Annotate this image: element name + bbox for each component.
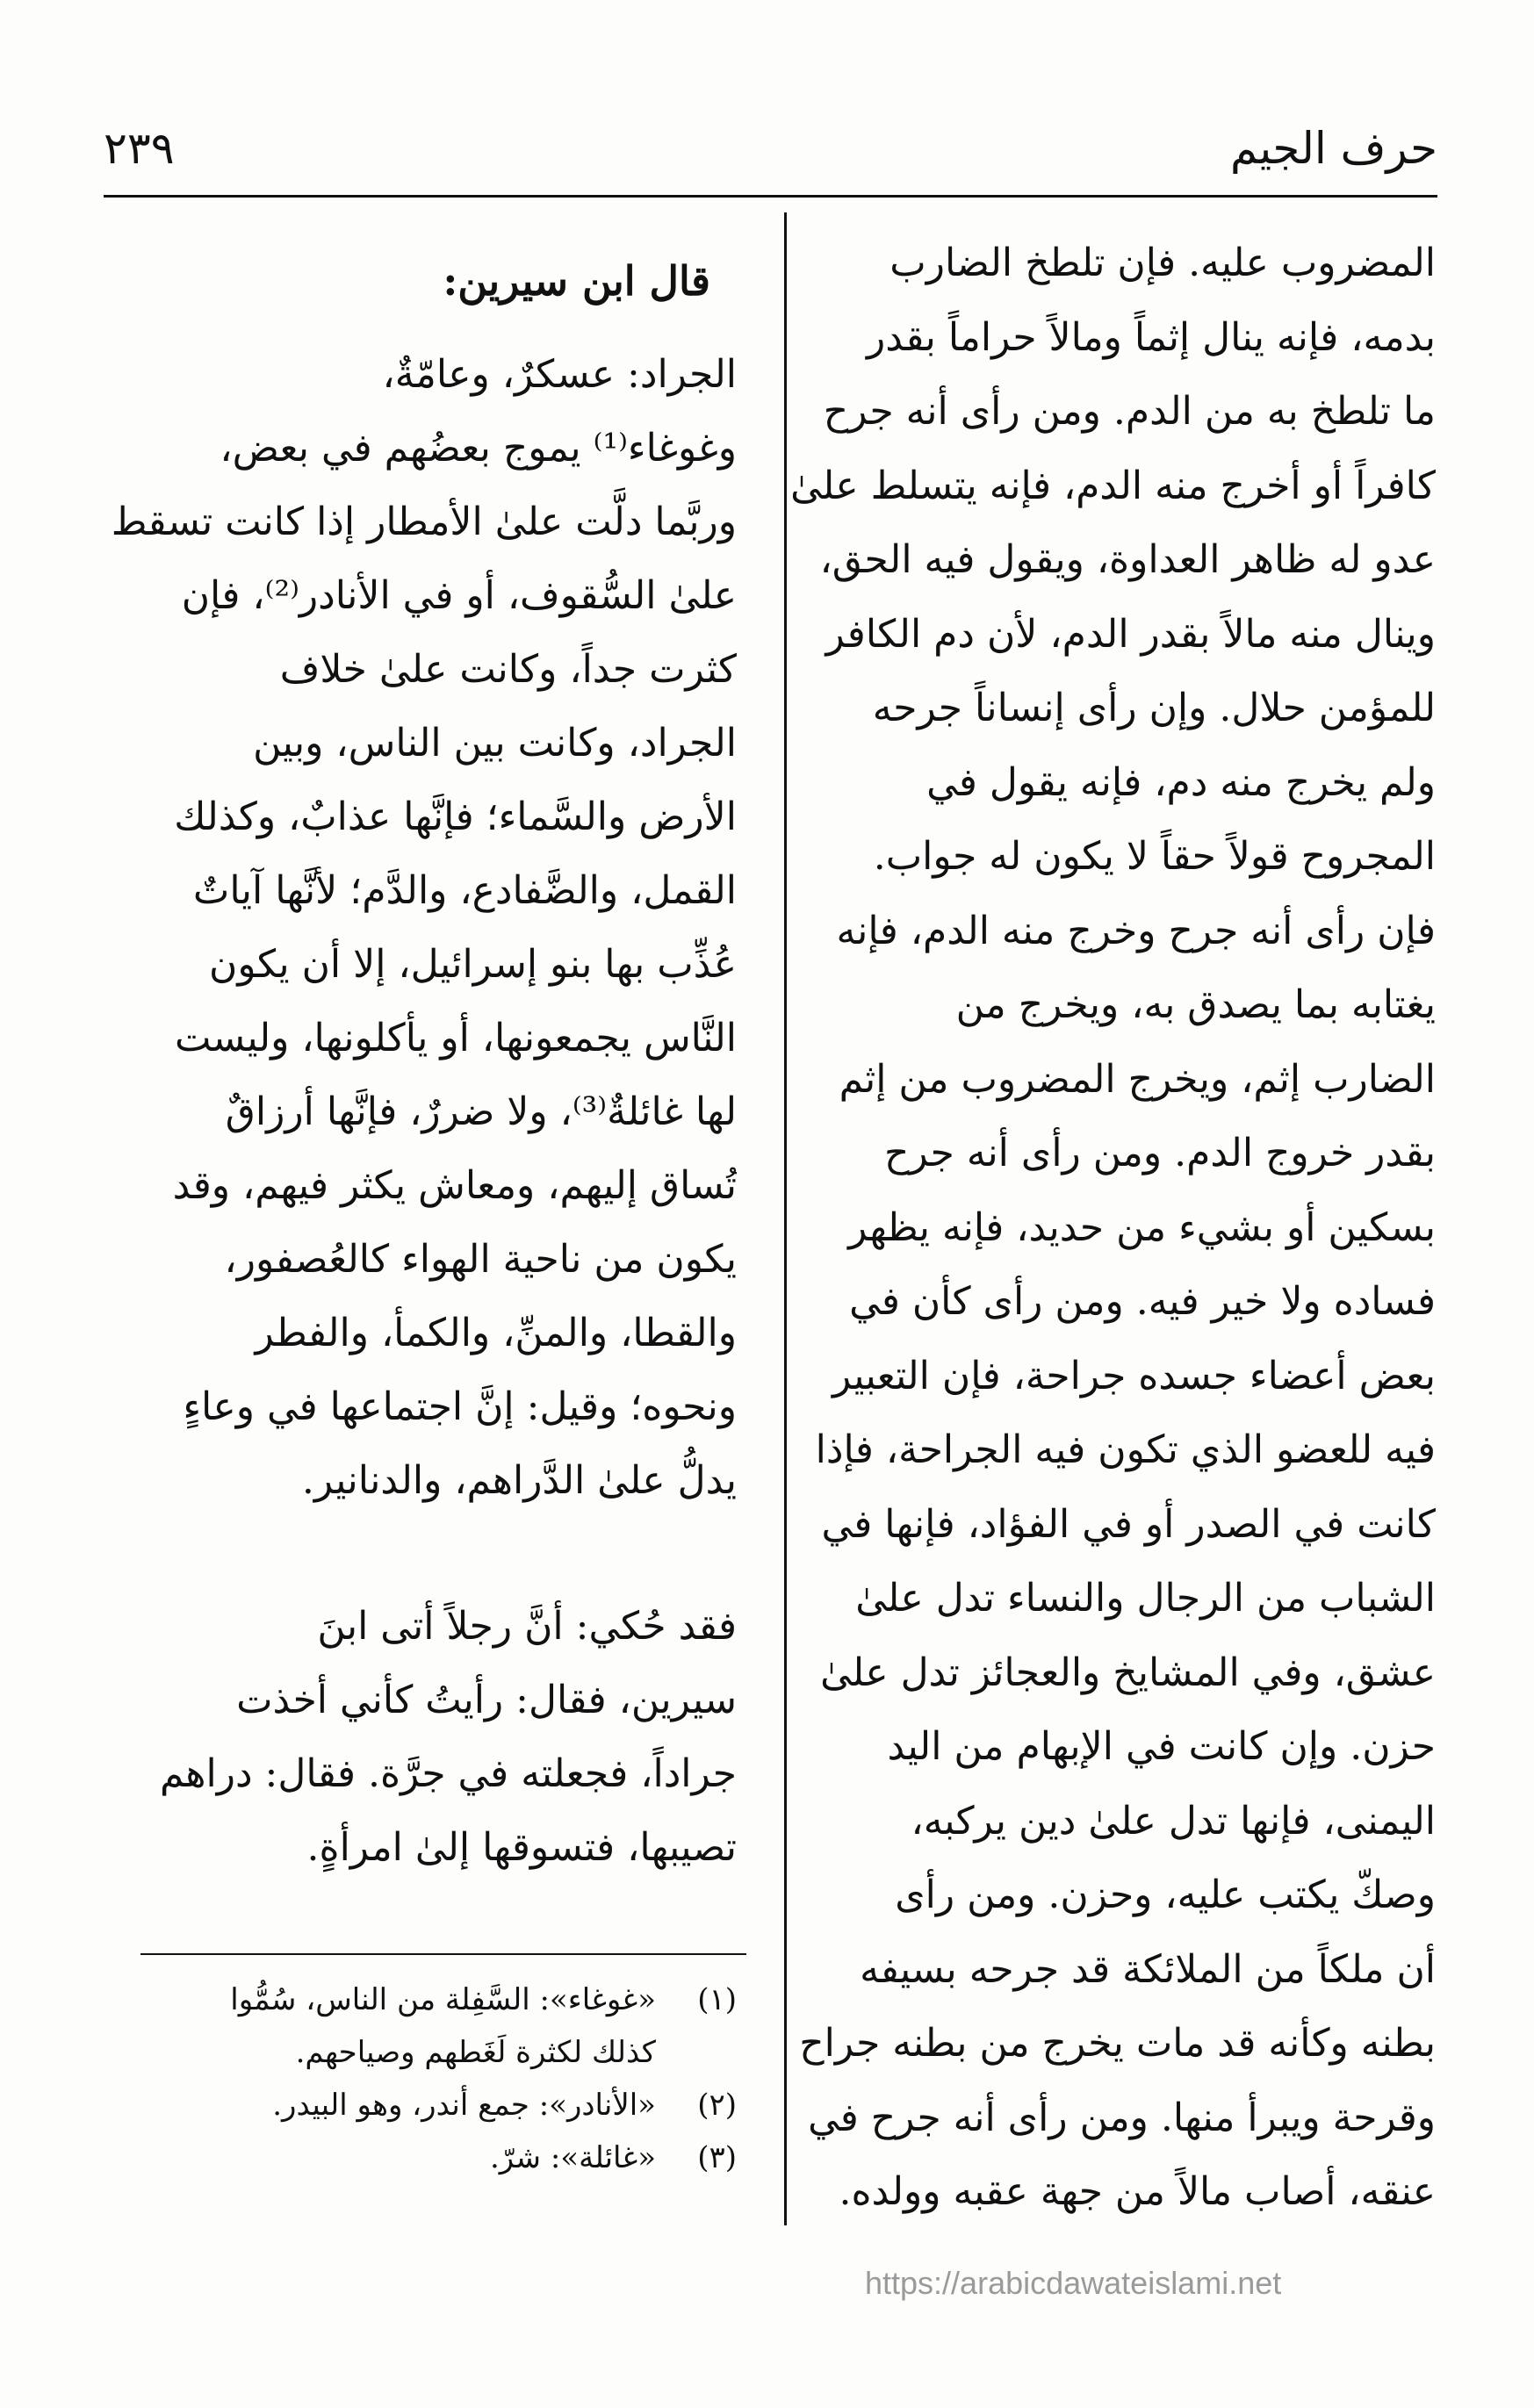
text-line: كافراً أو أخرج منه الدم، فإنه يتسلط علىٰ xyxy=(790,463,1436,508)
text-line: سيرين، فقال: رأيتُ كأني أخذت xyxy=(236,1678,737,1722)
text-line: كثرت جداً، وكانت علىٰ خلاف xyxy=(279,647,737,692)
left-column xyxy=(91,241,737,1885)
footnote-rule xyxy=(140,1953,746,1955)
text-line: فيه للعضو الذي تكون فيه الجراحة، فإذا xyxy=(815,1427,1436,1472)
text-line: ونحوه؛ وقيل: إنَّ اجتماعها في وعاءٍ xyxy=(183,1384,737,1429)
footnote-number: (٣) xyxy=(697,2140,737,2175)
text-line: جراداً، فجعلته في جرَّة. فقال: دراهم xyxy=(159,1751,737,1796)
paragraph-anecdote xyxy=(91,1590,737,1885)
text-line: عنقه، أصاب مالاً من جهة عقبه وولده. xyxy=(839,2169,1436,2214)
text-line: القمل، والضَّفادع، والدَّم؛ لأنَّها آياتٌ xyxy=(192,868,737,913)
footnote-text: «غوغاء»: السَّفِلة من الناس، سُمُّوا xyxy=(230,1982,656,2017)
footnote-number: (٢) xyxy=(697,2088,737,2123)
text-line: تصيبها، فتسوقها إلىٰ امرأةٍ. xyxy=(306,1825,737,1870)
text-line: علىٰ السُّقوف، أو في الأنادر⁽²⁾، فإن xyxy=(181,573,737,618)
text-line: يغتابه بما يصدق به، ويخرج من xyxy=(955,982,1436,1027)
text-line: النَّاس يجمعونها، أو يأكلونها، وليست xyxy=(174,1016,737,1060)
text-line: الجراد: عسكرٌ، وعامّةٌ، xyxy=(382,352,737,397)
footnote-1 xyxy=(91,1973,737,2026)
paragraph-gap xyxy=(91,1518,737,1590)
footnote-text: «الأنادر»: جمع أندر، وهو البيدر. xyxy=(272,2088,656,2123)
text-line: بعض أعضاء جسده جراحة، فإن التعبير xyxy=(832,1353,1436,1398)
text-line: بسكين أو بشيء من حديد، فإنه يظهر xyxy=(848,1204,1436,1250)
text-line: عدو له ظاهر العداوة، ويقول فيه الحق، xyxy=(819,537,1436,582)
chapter-header-title: حرف الجيم xyxy=(1230,123,1437,174)
text-line: تُساق إليهم، ومعاش يكثر فيهم، وقد xyxy=(172,1163,737,1208)
footnote-text: «غائلة»: شرّ. xyxy=(489,2140,656,2175)
text-line: الأرض والسَّماء؛ فإنَّها عذابٌ، وكذلك xyxy=(174,794,737,839)
text-line: المضروب عليه. فإن تلطخ الضارب xyxy=(889,241,1436,285)
text-line: للمؤمن حلال. وإن رأى إنساناً جرحه xyxy=(872,686,1436,730)
text-line: المجروح قولاً حقاً لا يكون له جواب. xyxy=(873,834,1436,879)
footnote-3 xyxy=(91,2131,737,2184)
text-line: بقدر خروج الدم. ومن رأى أنه جرح xyxy=(883,1131,1436,1175)
right-column xyxy=(784,226,1436,2230)
text-line: الجراد، وكانت بين الناس، وبين xyxy=(253,721,737,766)
text-line: والقطا، والمنِّ، والكمأ، والفطر xyxy=(255,1311,737,1355)
text-line: وصكّ يكتب عليه، وحزن. ومن رأى xyxy=(895,1872,1436,1917)
text-line: وقرحة ويبرأ منها. ومن رأى أنه جرح في xyxy=(808,2095,1436,2140)
text-line: بطنه وكأنه قد مات يخرج من بطنه جراح xyxy=(799,2021,1436,2066)
section-heading: قال ابن سيرين: xyxy=(443,257,710,305)
text-line: الشباب من الرجال والنساء تدل علىٰ xyxy=(855,1576,1436,1621)
text-line: ما تلطخ به من الدم. ومن رأى أنه جرح xyxy=(823,389,1436,434)
text-line: فإن رأى أنه جرح وخرج منه الدم، فإنه xyxy=(836,908,1436,953)
footnote-number: (١) xyxy=(697,1982,737,2017)
text-line: وغوغاء⁽¹⁾ يموج بعضُهم في بعض، xyxy=(220,426,737,471)
text-line: يكون من ناحية الهواء كالعُصفور، xyxy=(224,1237,737,1282)
text-line: فقد حُكي: أنَّ رجلاً أتى ابنَ xyxy=(317,1604,737,1649)
text-line: بدمه، فإنه ينال إثماً ومالاً حراماً بقدر xyxy=(867,314,1436,360)
text-line: يدلُّ علىٰ الدَّراهم، والدنانير. xyxy=(301,1458,737,1503)
text-line: عشق، وفي المشايخ والعجائز تدل علىٰ xyxy=(820,1650,1436,1695)
paragraph-locust xyxy=(91,338,737,1518)
text-line: أن ملكاً من الملائكة قد جرحه بسيفه xyxy=(860,1946,1436,1992)
footnotes xyxy=(91,1973,737,2184)
text-line: لها غائلةٌ⁽³⁾، ولا ضررٌ، فإنَّها أرزاقٌ xyxy=(225,1089,737,1134)
text-line: ولم يخرج منه دم، فإنه يقول في xyxy=(926,759,1436,805)
text-line: اليمنى، فإنها تدل علىٰ دين يركبه، xyxy=(911,1798,1436,1844)
watermark-url: https://arabicdawateislami.net xyxy=(865,2265,1282,2301)
footnote-1-continuation: كذلك لكثرة لَغَطهم وصياحهم. xyxy=(295,2035,656,2070)
text-line: كانت في الصدر أو في الفؤاد، فإنها في xyxy=(821,1501,1436,1547)
page-number: ٢٣٩ xyxy=(104,123,175,174)
text-line: فساده ولا خير فيه. ومن رأى كأن في xyxy=(849,1279,1436,1324)
text-line: الضارب إثم، ويخرج المضروب من إثم xyxy=(839,1056,1436,1102)
text-line: وربَّما دلَّت علىٰ الأمطار إذا كانت تسقط xyxy=(111,500,737,544)
text-line: عُذِّب بها بنو إسرائيل، إلا أن يكون xyxy=(209,942,737,987)
footnote-2 xyxy=(91,2079,737,2131)
text-line: حزن. وإن كانت في الإبهام من اليد xyxy=(887,1724,1436,1769)
header-rule xyxy=(104,195,1437,198)
text-line: وينال منه مالاً بقدر الدم، لأن دم الكافر xyxy=(825,611,1436,657)
